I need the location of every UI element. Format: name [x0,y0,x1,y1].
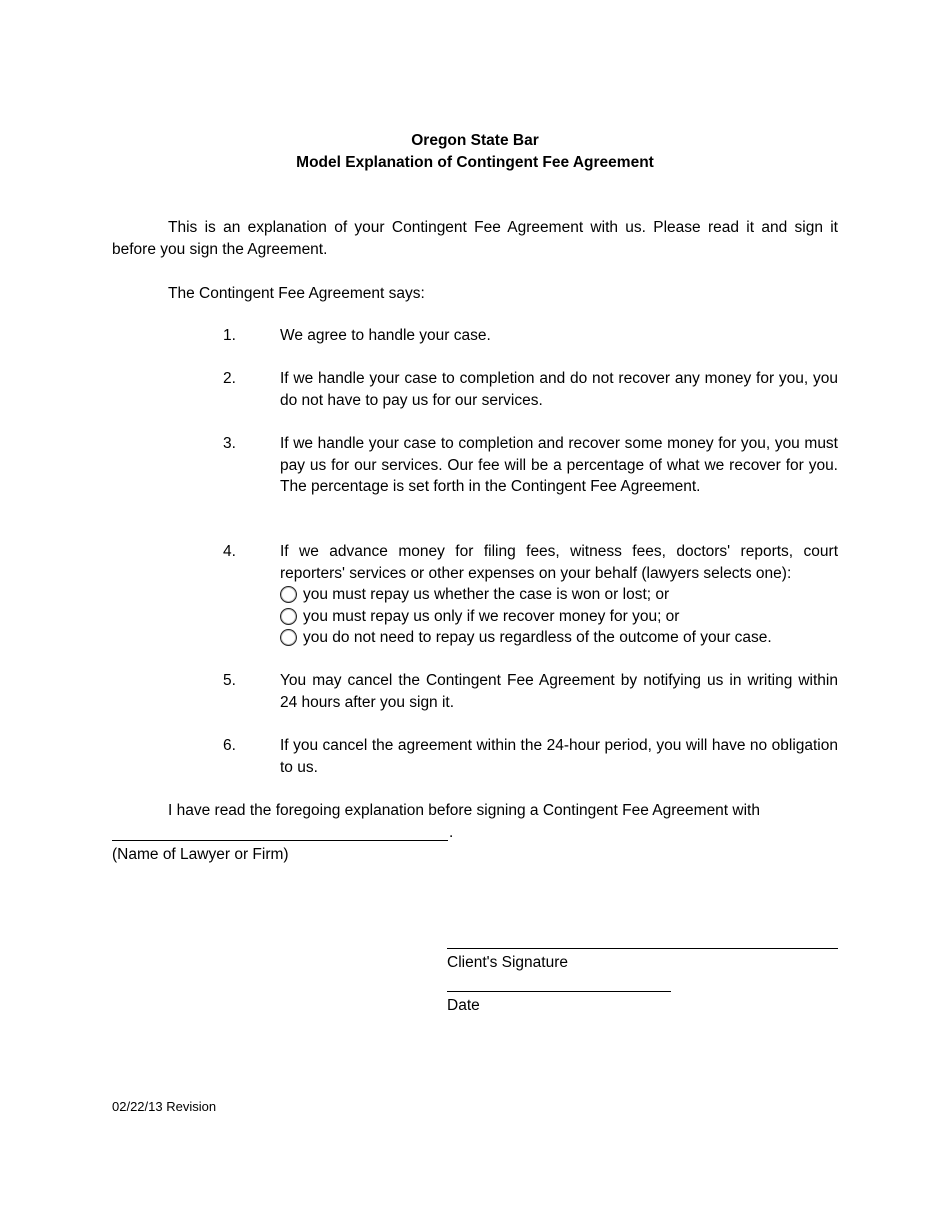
option-no-repay[interactable] [280,627,838,649]
item-text: If we handle your case to completion and recover some money for you, you must pay us for our services. Our fee will be a percentage of what we recover for you. The percentage is set forth in the Contingent Fee Agreement. [280,435,838,495]
client-signature-label: Client's Signature [447,954,568,971]
option-repay-always[interactable] [280,584,838,606]
item-number: 1. [223,327,236,344]
item-text: If we handle your case to completion and do not recover any money for you, you do not have to pay us for our services. [280,370,838,409]
client-signature-field[interactable] [447,948,838,949]
date-label: Date [447,997,480,1014]
item-text: We agree to handle your case. [280,327,491,344]
sentence-period: . [449,824,454,841]
revision-footer: 02/22/13 Revision [112,1099,217,1114]
option-repay-if-recovered[interactable] [280,606,838,628]
option-label: you must repay us whether the case is won or lost; or [303,586,670,603]
intro-paragraph: This is an explanation of your Contingent Fee Agreement with us. Please read it and sign it before you sign the Agreement. [112,219,838,258]
item-text: If we advance money for filing fees, witness fees, doctors' reports, court reporters' services or other expenses on your behalf (lawyers selects one): [280,543,838,582]
document-title: Model Explanation of Contingent Fee Agreement [296,154,654,171]
item-number: 2. [223,370,236,387]
radio-circle-icon[interactable] [280,608,297,625]
item-number: 4. [223,543,236,560]
option-label: you do not need to repay us regardless of the outcome of your case. [303,629,772,646]
option-label: you must repay us only if we recover money for you; or [303,607,680,625]
item-text-block [280,541,838,649]
item-number: 3. [223,435,236,452]
radio-circle-icon[interactable] [280,586,297,603]
date-field[interactable] [447,991,671,992]
radio-circle-icon[interactable] [280,629,297,646]
organization-title: Oregon State Bar [411,132,539,149]
lawyer-name-field[interactable] [112,840,448,841]
item-text: If you cancel the agreement within the 24-hour period, you will have no obligation to us. [280,737,838,776]
item-text: You may cancel the Contingent Fee Agreement by notifying us in writing within 24 hours after you sign it. [280,672,838,711]
lawyer-name-label: (Name of Lawyer or Firm) [112,846,289,863]
agreement-says-text: The Contingent Fee Agreement says: [168,285,425,302]
item-number: 5. [223,672,236,689]
acknowledgement-text: I have read the foregoing explanation before signing a Contingent Fee Agreement with [168,802,760,819]
item-number: 6. [223,737,236,754]
